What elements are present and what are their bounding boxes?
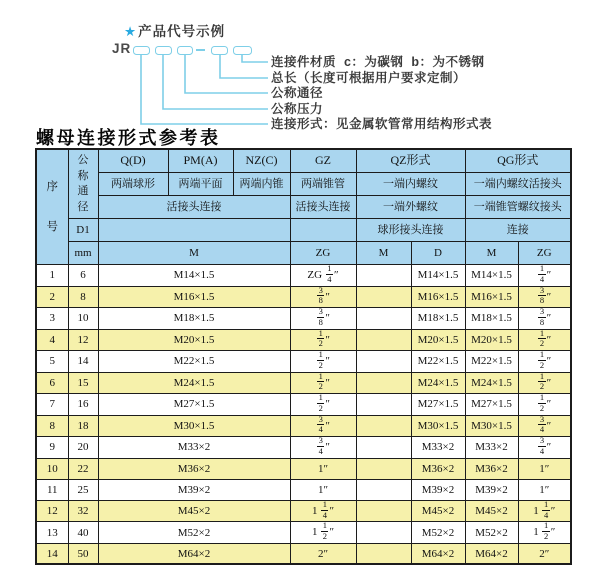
- header-connection: 连接: [465, 219, 571, 242]
- cell-gz: $\frac{1}{2}$ ″: [290, 394, 356, 416]
- diagram-label-nominal-pressure: 公称压力: [271, 102, 324, 116]
- header-unit-m2: M: [356, 242, 411, 265]
- cell-seq: 11: [36, 479, 68, 500]
- table-row: [36, 286, 571, 308]
- cell-gz: 1″: [290, 479, 356, 500]
- header-seq: 序号: [36, 149, 68, 265]
- diagram-label-nominal-diameter: 公称通径: [271, 86, 324, 100]
- header-group-qd: Q(D): [98, 149, 168, 173]
- cell-m: M16×1.5: [98, 286, 290, 308]
- product-code-prefix: JR: [112, 41, 132, 56]
- code-dash: [196, 49, 205, 51]
- cell-qg-m: M16×1.5: [465, 286, 518, 308]
- cell-qz-m: [356, 265, 411, 287]
- cell-qz-d: M64×2: [411, 543, 465, 564]
- cell-m: M27×1.5: [98, 394, 290, 416]
- header-unit-m3: M: [465, 242, 518, 265]
- code-box-material: [233, 46, 252, 55]
- cell-qz-m: [356, 522, 411, 544]
- cell-dn: 16: [68, 394, 98, 416]
- code-box-nominal-diameter: [177, 46, 193, 55]
- cell-m: M52×2: [98, 522, 290, 544]
- cell-qg-m: M27×1.5: [465, 394, 518, 416]
- cell-qz-d: M30×1.5: [411, 415, 465, 437]
- cell-qz-m: [356, 479, 411, 500]
- cell-gz: $\frac{1}{2}$ ″: [290, 372, 356, 394]
- cell-seq: 4: [36, 329, 68, 351]
- cell-m: M18×1.5: [98, 308, 290, 330]
- table-row: [36, 415, 571, 437]
- code-box-total-length: [211, 46, 228, 55]
- cell-gz: $\frac{3}{8}$ ″: [290, 308, 356, 330]
- cell-qg-m: M52×2: [465, 522, 518, 544]
- cell-gz: $\frac{3}{8}$ ″: [290, 286, 356, 308]
- cell-qz-m: [356, 437, 411, 459]
- table-row: [36, 500, 571, 522]
- cell-qz-d: M20×1.5: [411, 329, 465, 351]
- code-box-nominal-pressure: [155, 46, 172, 55]
- cell-qz-m: [356, 500, 411, 522]
- cell-qz-d: M27×1.5: [411, 394, 465, 416]
- table-row: [36, 479, 571, 500]
- cell-qg-m: M33×2: [465, 437, 518, 459]
- cell-qg-zg: 2″: [518, 543, 571, 564]
- header-desc-gz: 两端锥管: [290, 173, 356, 196]
- cell-qz-d: M52×2: [411, 522, 465, 544]
- cell-qz-m: [356, 351, 411, 373]
- cell-qg-zg: $\frac{3}{4}$ ″: [518, 437, 571, 459]
- cell-qz-d: M24×1.5: [411, 372, 465, 394]
- header-row-2: [36, 173, 571, 196]
- cell-qz-m: [356, 458, 411, 479]
- cell-seq: 7: [36, 394, 68, 416]
- header-conn-qg: 一端锥管螺纹接头: [465, 196, 571, 219]
- cell-qg-zg: $\frac{3}{4}$ ″: [518, 415, 571, 437]
- cell-dn: 8: [68, 286, 98, 308]
- header-group-qz: QZ形式: [356, 149, 465, 173]
- cell-gz: ZG $\frac{1}{4}$ ″: [290, 265, 356, 287]
- cell-seq: 14: [36, 543, 68, 564]
- cell-m: M33×2: [98, 437, 290, 459]
- header-ball-joint-connection: 球形接头连接: [356, 219, 465, 242]
- star-icon: ★: [124, 24, 138, 39]
- diagram-heading: [124, 20, 225, 40]
- cell-seq: 9: [36, 437, 68, 459]
- header-unit-m1: M: [98, 242, 290, 265]
- header-row-4: [36, 219, 571, 242]
- cell-m: M39×2: [98, 479, 290, 500]
- cell-qg-zg: 1″: [518, 458, 571, 479]
- header-conn-qz: 一端外螺纹: [356, 196, 465, 219]
- header-group-nzc: NZ(C): [233, 149, 290, 173]
- cell-qz-d: M36×2: [411, 458, 465, 479]
- cell-qg-m: M30×1.5: [465, 415, 518, 437]
- cell-qg-m: M18×1.5: [465, 308, 518, 330]
- cell-dn: 25: [68, 479, 98, 500]
- cell-seq: 3: [36, 308, 68, 330]
- table-row: [36, 543, 571, 564]
- cell-qz-d: M16×1.5: [411, 286, 465, 308]
- cell-qz-m: [356, 543, 411, 564]
- cell-seq: 10: [36, 458, 68, 479]
- table-row: [36, 351, 571, 373]
- cell-qg-zg: $\frac{3}{8}$ ″: [518, 308, 571, 330]
- header-row-3: [36, 196, 571, 219]
- cell-qg-zg: $\frac{1}{2}$ ″: [518, 394, 571, 416]
- header-empty-gz: [290, 219, 356, 242]
- nut-connection-reference-table: [35, 148, 572, 565]
- table-row: [36, 522, 571, 544]
- table-row: [36, 372, 571, 394]
- product-code-diagram: [0, 0, 600, 130]
- cell-qz-m: [356, 329, 411, 351]
- cell-m: M64×2: [98, 543, 290, 564]
- cell-m: M14×1.5: [98, 265, 290, 287]
- cell-qz-m: [356, 286, 411, 308]
- header-unit-zg1: ZG: [290, 242, 356, 265]
- cell-m: M24×1.5: [98, 372, 290, 394]
- cell-qg-zg: 1 $\frac{1}{2}$ ″: [518, 522, 571, 544]
- cell-gz: 2″: [290, 543, 356, 564]
- header-conn-union: 活接头连接: [98, 196, 290, 219]
- header-unit-zg2: ZG: [518, 242, 571, 265]
- cell-seq: 2: [36, 286, 68, 308]
- cell-seq: 13: [36, 522, 68, 544]
- cell-gz: $\frac{3}{4}$ ″: [290, 415, 356, 437]
- cell-gz: 1 $\frac{1}{4}$ ″: [290, 500, 356, 522]
- cell-qg-m: M20×1.5: [465, 329, 518, 351]
- cell-gz: $\frac{3}{4}$ ″: [290, 437, 356, 459]
- table-row: [36, 265, 571, 287]
- header-desc-pma: 两端平面: [168, 173, 233, 196]
- cell-m: M22×1.5: [98, 351, 290, 373]
- header-group-qg: QG形式: [465, 149, 571, 173]
- cell-gz: 1 $\frac{1}{2}$ ″: [290, 522, 356, 544]
- table-body: [36, 265, 571, 565]
- cell-qz-d: M18×1.5: [411, 308, 465, 330]
- table-row: [36, 394, 571, 416]
- cell-qg-m: M45×2: [465, 500, 518, 522]
- diagram-label-connection-form: 连接形式：见金属软管常用结构形式表: [271, 117, 493, 131]
- cell-dn: 32: [68, 500, 98, 522]
- cell-seq: 12: [36, 500, 68, 522]
- cell-qg-zg: 1 $\frac{1}{4}$ ″: [518, 500, 571, 522]
- cell-qg-zg: $\frac{3}{8}$ ″: [518, 286, 571, 308]
- cell-dn: 14: [68, 351, 98, 373]
- cell-qz-d: M45×2: [411, 500, 465, 522]
- cell-dn: 22: [68, 458, 98, 479]
- cell-gz: $\frac{1}{2}$ ″: [290, 329, 356, 351]
- header-desc-nzc: 两端内锥: [233, 173, 290, 196]
- cell-qz-d: M22×1.5: [411, 351, 465, 373]
- header-group-gz: GZ: [290, 149, 356, 173]
- cell-qz-m: [356, 415, 411, 437]
- diagram-heading-text: 产品代号示例: [138, 24, 226, 39]
- header-row-1: [36, 149, 571, 173]
- table-title: 螺母连接形式参考表: [36, 128, 221, 148]
- cell-gz: 1″: [290, 458, 356, 479]
- cell-dn: 12: [68, 329, 98, 351]
- header-row-5: [36, 242, 571, 265]
- cell-dn: 15: [68, 372, 98, 394]
- cell-seq: 5: [36, 351, 68, 373]
- cell-dn: 10: [68, 308, 98, 330]
- cell-qg-zg: $\frac{1}{4}$ ″: [518, 265, 571, 287]
- table-row: [36, 329, 571, 351]
- table-row: [36, 458, 571, 479]
- header-desc-qd: 两端球形: [98, 173, 168, 196]
- cell-m: M36×2: [98, 458, 290, 479]
- header-mm: mm: [68, 242, 98, 265]
- cell-qg-m: M36×2: [465, 458, 518, 479]
- cell-seq: 1: [36, 265, 68, 287]
- cell-qz-d: M39×2: [411, 479, 465, 500]
- cell-seq: 6: [36, 372, 68, 394]
- cell-qg-m: M64×2: [465, 543, 518, 564]
- header-group-pma: PM(A): [168, 149, 233, 173]
- cell-dn: 50: [68, 543, 98, 564]
- table-row: [36, 308, 571, 330]
- code-box-connection-form: [133, 46, 150, 55]
- cell-dn: 20: [68, 437, 98, 459]
- cell-qz-m: [356, 394, 411, 416]
- cell-qz-m: [356, 372, 411, 394]
- cell-dn: 18: [68, 415, 98, 437]
- table-row: [36, 437, 571, 459]
- cell-m: M45×2: [98, 500, 290, 522]
- cell-qg-m: M24×1.5: [465, 372, 518, 394]
- header-empty-left: [98, 219, 290, 242]
- header-conn-gz: 活接头连接: [290, 196, 356, 219]
- cell-qg-zg: 1″: [518, 479, 571, 500]
- cell-qg-zg: $\frac{1}{2}$ ″: [518, 351, 571, 373]
- header-desc-qz: 一端内螺纹: [356, 173, 465, 196]
- diagram-label-material: 连接件材质 c：为碳钢 b：为不锈钢: [271, 55, 485, 69]
- diagram-label-total-length: 总长（长度可根据用户要求定制）: [271, 71, 467, 85]
- table-header: [36, 149, 571, 265]
- cell-qg-zg: $\frac{1}{2}$ ″: [518, 372, 571, 394]
- cell-qg-m: M14×1.5: [465, 265, 518, 287]
- cell-qz-m: [356, 308, 411, 330]
- cell-dn: 6: [68, 265, 98, 287]
- cell-qg-m: M39×2: [465, 479, 518, 500]
- cell-qz-d: M14×1.5: [411, 265, 465, 287]
- header-d1: D1: [68, 219, 98, 242]
- cell-m: M20×1.5: [98, 329, 290, 351]
- cell-gz: $\frac{1}{2}$ ″: [290, 351, 356, 373]
- header-nominal-diameter: 公称通径: [68, 149, 98, 219]
- cell-m: M30×1.5: [98, 415, 290, 437]
- header-unit-d: D: [411, 242, 465, 265]
- cell-qz-d: M33×2: [411, 437, 465, 459]
- cell-qg-zg: $\frac{1}{2}$ ″: [518, 329, 571, 351]
- cell-dn: 40: [68, 522, 98, 544]
- header-desc-qg: 一端内螺纹活接头: [465, 173, 571, 196]
- cell-seq: 8: [36, 415, 68, 437]
- cell-qg-m: M22×1.5: [465, 351, 518, 373]
